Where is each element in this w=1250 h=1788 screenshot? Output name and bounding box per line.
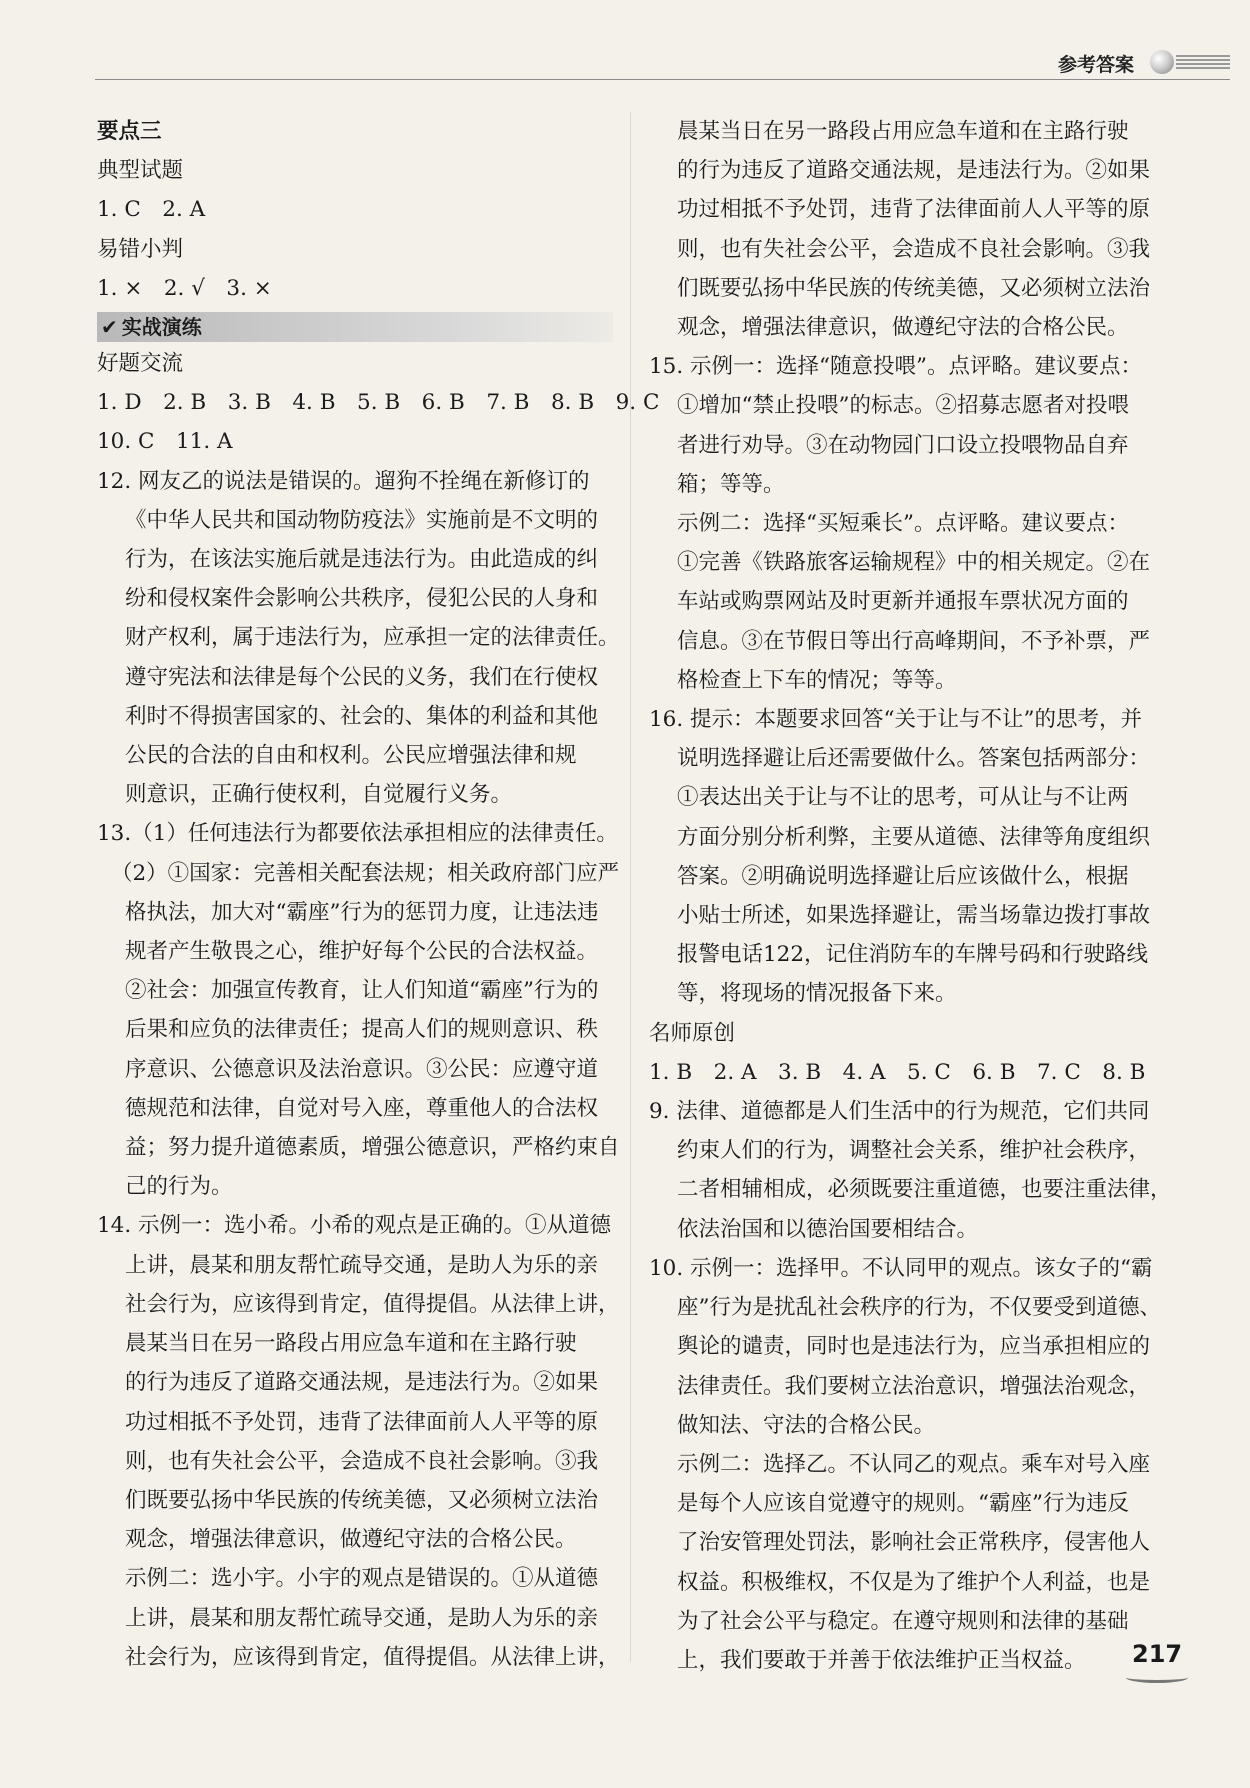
q14-cont-line: 晨某当日在另一路段占用应急车道和在主路行驶	[677, 119, 1129, 144]
q10-line: 10. 示例一：选择甲。不认同甲的观点。该女子的“霸	[649, 1255, 1153, 1281]
q12-line: 行为，在该法实施后就是违法行为。由此造成的纠	[125, 547, 599, 573]
q12-line: 利时不得损害国家的、社会的、集体的利益和其他	[125, 703, 599, 729]
right-column	[649, 112, 1172, 1680]
q14-cont-line: 功过相抵不予处罚，违背了法律面前人人平等的原	[677, 197, 1151, 223]
exchange-label: 好题交流	[97, 351, 184, 377]
left-column	[97, 112, 660, 1677]
q12-line: 《中华人民共和国动物防疫法》实施前是不文明的	[125, 507, 599, 533]
checkmark-icon: ✔	[101, 315, 118, 340]
q14-cont-line: 则，也有失社会公平，会造成不良社会影响。③我	[677, 236, 1151, 262]
q16-line: 等，将现场的情况报备下来。	[677, 981, 957, 1007]
q16-line: ①表达出关于让与不让的思考，可从让与不让两	[677, 785, 1129, 811]
judge-answers: 1. × 2. √ 3. ×	[97, 275, 272, 301]
column-divider	[630, 112, 631, 1662]
header-label: 参考答案	[1058, 54, 1135, 76]
q16-line: 小贴士所述，如果选择避让，需当场靠边拨打事故	[677, 903, 1151, 929]
header-rule	[95, 79, 1230, 80]
q13-line: ②社会：加强宣传教育，让人们知道“霸座”行为的	[125, 978, 599, 1004]
q15-line: 信息。③在节假日等出行高峰期间，不予补票，严	[677, 628, 1151, 654]
q12-line: 财产权利，属于违法行为，应承担一定的法律责任。	[125, 625, 620, 651]
q14-line: 上讲，晨某和朋友帮忙疏导交通，是助人为乐的亲	[125, 1252, 599, 1278]
q14-line: 们既要弘扬中华民族的传统美德，又必须树立法治	[125, 1487, 599, 1513]
q9-line: 约束人们的行为，调整社会关系，维护社会秩序，	[677, 1138, 1151, 1164]
q14-line: 功过相抵不予处罚，违背了法律面前人人平等的原	[125, 1409, 599, 1435]
q16-line: 报警电话122，记住消防车的车牌号码和行驶路线	[677, 942, 1149, 968]
q13-line: 益；努力提升道德素质，增强公德意识，严格约束自	[125, 1135, 620, 1161]
q14-cont-line: 的行为违反了道路交通法规，是违法行为。②如果	[677, 158, 1151, 184]
q10-line: 座”行为是扰乱社会秩序的行为，不仅要受到道德、	[677, 1295, 1161, 1321]
section-title: 要点三	[97, 119, 162, 144]
q10-line: 了治安管理处罚法，影响社会正常秩序，侵害他人	[677, 1530, 1151, 1556]
header-stripe-ornament	[1176, 55, 1230, 70]
q13-line: 规者产生敬畏之心，维护好每个公民的合法权益。	[125, 939, 599, 965]
typical-answers: 1. C 2. A	[97, 197, 206, 223]
q16-line: 答案。②明确说明选择避让后应该做什么，根据	[677, 863, 1129, 889]
mc-answers-line: 1. D 2. B 3. B 4. B 5. B 6. B 7. B 8. B 9. C	[97, 390, 660, 416]
q9-line: 依法治国和以德治国要相结合。	[677, 1216, 979, 1242]
q15-line: 示例二：选择“买短乘长”。点评略。建议要点：	[677, 511, 1129, 537]
header-ball-ornament	[1150, 50, 1174, 74]
q15-line: 箱；等等。	[677, 471, 785, 497]
q14-line: 社会行为，应该得到肯定，值得提倡。从法律上讲，	[125, 1291, 620, 1317]
q12-line: 纷和侵权案件会影响公共秩序，侵犯公民的人身和	[125, 586, 599, 612]
q14-cont-line: 们既要弘扬中华民族的传统美德，又必须树立法治	[677, 275, 1151, 301]
q10-line: 上，我们要敢于并善于依法维护正当权益。	[677, 1647, 1086, 1673]
q13-line: 格执法，加大对“霸座”行为的惩罚力度，让违法违	[125, 899, 599, 925]
q16-line: 16. 提示：本题要求回答“关于让与不让”的思考，并	[649, 707, 1143, 733]
q10-line: 权益。积极维权，不仅是为了维护个人利益，也是	[677, 1569, 1151, 1595]
q10-line: 是每个人应该自觉遵守的规则。“霸座”行为违反	[677, 1491, 1129, 1517]
q15-line: 车站或购票网站及时更新并通报车票状况方面的	[677, 589, 1129, 615]
q15-line: 格检查上下车的情况；等等。	[677, 667, 957, 693]
q13-line: 后果和应负的法律责任；提高人们的规则意识、秩	[125, 1017, 599, 1043]
q14-line: 晨某当日在另一路段占用应急车道和在主路行驶	[125, 1331, 577, 1357]
q15-line: 15. 示例一：选择“随意投喂”。点评略。建议要点：	[649, 354, 1143, 380]
q15-line: ①完善《铁路旅客运输规程》中的相关规定。②在	[677, 550, 1151, 576]
q14-line: 则，也有失社会公平，会造成不良社会影响。③我	[125, 1448, 599, 1474]
q13-line: 德规范和法律，自觉对号入座，尊重他人的合法权	[125, 1095, 599, 1121]
banner-title: 实战演练	[121, 315, 202, 340]
mc-answers-line: 1. B 2. A 3. B 4. A 5. C 6. B 7. C 8. B	[649, 1059, 1146, 1085]
q12-line: 则意识，正确行使权利，自觉履行义务。	[125, 782, 513, 808]
q12-line: 遵守宪法和法律是每个公民的义务，我们在行使权	[125, 664, 599, 690]
q9-line: 9. 法律、道德都是人们生活中的行为规范，它们共同	[649, 1099, 1150, 1125]
q13-line: 己的行为。	[125, 1174, 233, 1200]
q15-line: 者进行劝导。③在动物园门口设立投喂物品自弃	[677, 432, 1129, 458]
judge-label: 易错小判	[97, 236, 184, 262]
q10-line: 为了社会公平与稳定。在遵守规则和法律的基础	[677, 1608, 1129, 1634]
q14-line: 社会行为，应该得到肯定，值得提倡。从法律上讲，	[125, 1644, 620, 1670]
practice-banner	[97, 312, 613, 342]
original-label: 名师原创	[649, 1020, 736, 1046]
q13-line: 13.（1）任何违法行为都要依法承担相应的法律责任。	[97, 821, 618, 847]
page-number-swoosh	[1126, 1672, 1188, 1683]
mc-answers-line: 10. C 11. A	[97, 429, 233, 455]
typical-label: 典型试题	[97, 158, 184, 184]
q14-line: 的行为违反了道路交通法规，是违法行为。②如果	[125, 1370, 599, 1396]
q16-line: 方面分别分析利弊，主要从道德、法律等角度组织	[677, 824, 1151, 850]
q14-line: 14. 示例一：选小希。小希的观点是正确的。①从道德	[97, 1213, 612, 1239]
q10-line: 法律责任。我们要树立法治意识，增强法治观念，	[677, 1373, 1151, 1399]
q13-line: （2）①国家：完善相关配套法规；相关政府部门应严	[111, 860, 620, 886]
q10-line: 示例二：选择乙。不认同乙的观点。乘车对号入座	[677, 1451, 1151, 1477]
q16-line: 说明选择避让后还需要做什么。答案包括两部分：	[677, 746, 1151, 772]
q10-line: 做知法、守法的合格公民。	[677, 1412, 936, 1438]
q14-line: 观念，增强法律意识，做遵纪守法的合格公民。	[125, 1527, 577, 1553]
q14-line: 示例二：选小宇。小宇的观点是错误的。①从道德	[125, 1566, 599, 1592]
q10-line: 舆论的谴责，同时也是违法行为，应当承担相应的	[677, 1334, 1151, 1360]
q9-line: 二者相辅相成，必须既要注重道德，也要注重法律，	[677, 1177, 1172, 1203]
q14-line: 上讲，晨某和朋友帮忙疏导交通，是助人为乐的亲	[125, 1605, 599, 1631]
q13-line: 序意识、公德意识及法治意识。③公民：应遵守道	[125, 1056, 599, 1082]
q15-line: ①增加“禁止投喂”的标志。②招募志愿者对投喂	[677, 393, 1129, 419]
q12-line: 公民的合法的自由和权利。公民应增强法律和规	[125, 743, 577, 769]
q14-cont-line: 观念，增强法律意识，做遵纪守法的合格公民。	[677, 315, 1129, 341]
page-number: 217	[1132, 1640, 1183, 1668]
q12-line: 12. 网友乙的说法是错误的。遛狗不拴绳在新修订的	[97, 468, 590, 494]
